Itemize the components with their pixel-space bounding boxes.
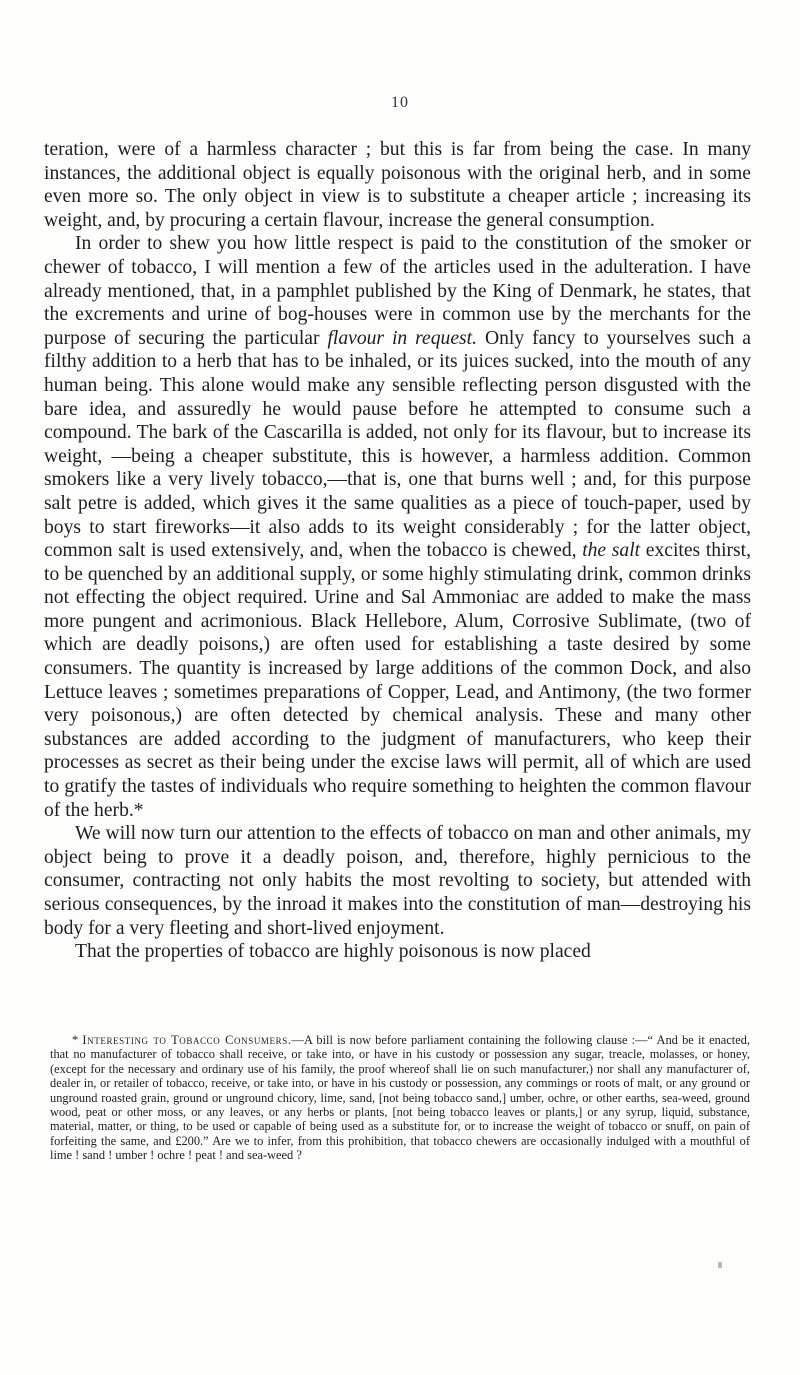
footnote-marker: * xyxy=(72,1033,83,1047)
paragraph-1 xyxy=(44,138,751,232)
paragraph-1-text: teration, were of a harmless character ; but this is far from being the case. In many instances, the additional object is equally poisonous with the original herb, and in some even more so. The only object in view is to substitute a cheaper article ; increasing its weight, and, by procuring a certain flavour, increase the general consumption. xyxy=(44,139,751,231)
paragraph-2-text-c: Only fancy to yourselves such a filthy addition to a herb that has to be inhaled, or its juices sucked, into the mouth of any human being. This alone would make any sensible reflecting person disgusted with the bare idea, and assuredly he would pause before he attempted to consume such a compound. The bark of the Cascarilla is added, not only for its flavour, but to increase its weight, —being a cheaper substitute, this is however, a harmless addition. Common smokers like a very lively tobacco,—that is, one that burns well ; and, for this purpose salt petre is added, which gives it the same qualities as a piece of touch-paper, used by boys to start fireworks—it also adds to its weight considerably ; for the latter object, common salt is used extensively, and, when the tobacco is chewed, xyxy=(44,327,751,562)
paragraph-3-text: We will now turn our attention to the effects of tobacco on man and other animals, my object being to prove it a deadly poison, and, therefore, highly pernicious to the consumer, contracting not only habits the most revolting to society, but attended with serious consequences, by the inroad it makes into the constitution of man—destroying his body for a very fleeting and short-lived enjoyment. xyxy=(44,823,751,939)
footnote-heading: Interesting to Tobacco Consumers. xyxy=(82,1033,292,1047)
italic-flavour-in-request: flavour in request. xyxy=(327,327,478,349)
ink-speck xyxy=(718,1262,722,1268)
footnote xyxy=(50,1033,750,1163)
paragraph-2-text-a: In order to shew you how little respect is paid to the constitution of the smoker or chewer of tobacco, I will mention a few of the articles used in the adulteration. I have already mentioned, that, in a pamphlet published by the King of Denmark, he states, that the excrements and urine of bog-houses were in common use by the merchants for the purpose of securing the particular xyxy=(44,233,751,349)
body-text xyxy=(44,138,751,964)
paragraph-2-text-e: excites thirst, to be quenched by an additional supply, or some highly stimulating drink, common drinks not effecting the object required. Urine and Sal Ammoniac are added to make the mass more pungent and acrimonious. Black Hellebore, Alum, Corrosive Sublimate, (two of which are deadly poisons,) are often used for establishing a taste desired by some consumers. The quantity is increased by large additions of the common Dock, and also Lettuce leaves ; sometimes preparations of Copper, Lead, and Antimony, (the two former very poisonous,) are often detected by chemical analysis. These and many other substances are added according to the judgment of manufacturers, who keep their processes as secret as their being under the excise laws will permit, all of which are used to gratify the tastes of individuals who require something to heighten the common flavour of the herb.* xyxy=(44,540,752,821)
paragraph-3 xyxy=(44,822,751,940)
italic-the-salt: the salt xyxy=(582,540,641,562)
page-number: 10 xyxy=(391,94,409,111)
paragraph-4 xyxy=(44,940,751,964)
paragraph-2 xyxy=(44,232,751,822)
footnote-text: —A bill is now before parliament containing the following clause :—“ And be it enacted, that no manufacturer of tobacco shall receive, or take into, or have in his custody or possession any sugar, treacle, molasses, or honey, (except for the necessary and ordinary use of his family, the proof whereof shall lie on such manufacturer,) nor shall any manufacturer of, dealer in, or retailer of tobacco, receive, or take into, or have in his custody or possession, any commings or roots of malt, or any ground or unground roasted grain, ground or unground chicory, lime, sand, [not being tobacco sand,] umber, ochre, or other earths, sea-weed, ground wood, peat or other moss, or any leaves, or any herbs or plants, [not being tobacco leaves or plants,] or any syrup, liquid, substance, material, matter, or thing, to be used or capable of being used as a substitute for, or to increase the weight of tobacco or snuff, on pain of forfeiting the same, and £200.” Are we to infer, from this prohibition, that tobacco chewers are occasionally indulged with a mouthful of lime ! sand ! umber ! ochre ! peat ! and sea-weed ? xyxy=(50,1033,751,1163)
paragraph-4-text: That the properties of tobacco are highly poisonous is now placed xyxy=(75,941,591,963)
